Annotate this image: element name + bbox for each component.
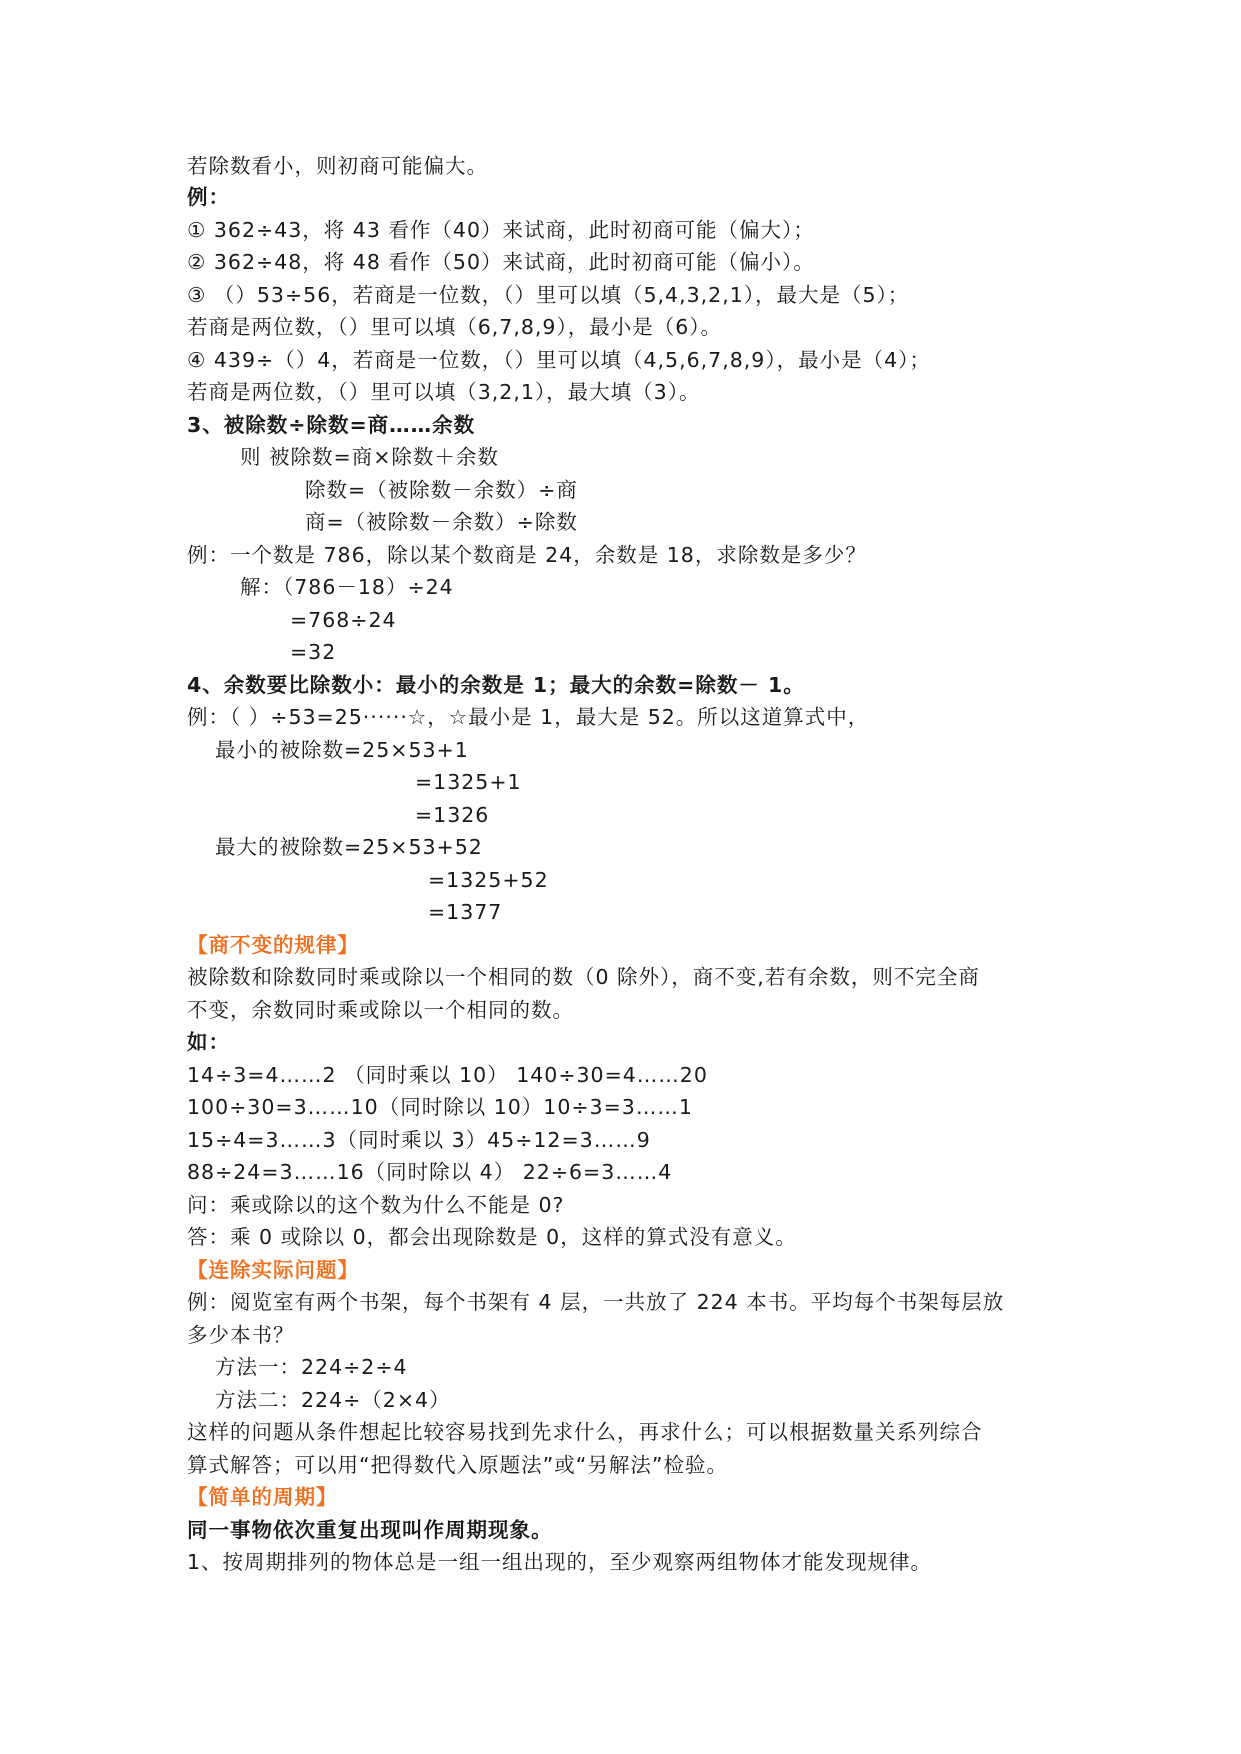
- solution-line: =768÷24: [290, 608, 397, 632]
- solution-line: =32: [290, 640, 337, 664]
- calc-line: =1325+52: [428, 868, 549, 892]
- calc-line: 最小的被除数=25×53+1: [215, 738, 469, 762]
- formula-line: 商=（被除数－余数）÷除数: [305, 510, 578, 534]
- calc-line: =1325+1: [415, 770, 522, 794]
- section-heading-4: 4、余数要比除数小：最小的余数是 1；最大的余数=除数－ 1。: [187, 673, 805, 697]
- text-line: 被除数和除数同时乘或除以一个相同的数（0 除外），商不变,若有余数，则不完全商: [187, 965, 980, 989]
- text-line: ② 362÷48，将 48 看作（50）来试商，此时初商可能（偏小）。: [187, 250, 815, 274]
- solution-line: 解：（786－18）÷24: [240, 575, 454, 599]
- text-line: 88÷24=3……16（同时除以 4） 22÷6=3……4: [187, 1160, 673, 1184]
- question-line: 问：乘或除以的这个数为什么不能是 0?: [187, 1193, 565, 1217]
- text-line: ④ 439÷（）4，若商是一位数，（）里可以填（4,5,6,7,8,9），最小是（4）；: [187, 348, 931, 372]
- calc-line: =1326: [415, 803, 490, 827]
- text-line: 若除数看小，则初商可能偏大。: [187, 154, 488, 178]
- calc-line: 最大的被除数=25×53+52: [215, 835, 483, 859]
- text-line: 若商是两位数，（）里可以填（6,7,8,9），最小是（6）。: [187, 315, 723, 339]
- text-line: 若商是两位数，（）里可以填（3,2,1），最大填（3）。: [187, 380, 701, 404]
- heading-continuous-division: 【连除实际问题】: [187, 1258, 359, 1282]
- example-label: 如：: [187, 1030, 230, 1054]
- example-label: 例：: [187, 185, 230, 209]
- section-heading-3: 3、被除数÷除数=商……余数: [187, 413, 476, 437]
- text-line: ③ （）53÷56，若商是一位数，（）里可以填（5,4,3,2,1），最大是（5）；: [187, 283, 910, 307]
- text-line: 100÷30=3……10（同时除以 10）10÷3=3……1: [187, 1095, 693, 1119]
- method-line: 方法一：224÷2÷4: [215, 1355, 408, 1379]
- text-line: 多少本书？: [187, 1323, 295, 1347]
- formula-line: 则 被除数=商×除数＋余数: [240, 445, 499, 469]
- text-line: 不变，余数同时乘或除以一个相同的数。: [187, 998, 574, 1022]
- text-line: 这样的问题从条件想起比较容易找到先求什么，再求什么；可以根据数量关系列综合: [187, 1420, 983, 1444]
- heading-quotient-rule: 【商不变的规律】: [187, 933, 359, 957]
- text-line: 15÷4=3……3（同时乘以 3）45÷12=3……9: [187, 1128, 651, 1152]
- example-line: 例：阅览室有两个书架，每个书架有 4 层，一共放了 224 本书。平均每个书架每层放: [187, 1290, 1005, 1314]
- method-line: 方法二：224÷（2×4）: [215, 1388, 451, 1412]
- example-line: 例：（ ）÷53=25······☆，☆最小是 1，最大是 52。所以这道算式中，: [187, 705, 870, 729]
- text-line: ① 362÷43，将 43 看作（40）来试商，此时初商可能（偏大）；: [187, 218, 815, 242]
- answer-line: 答：乘 0 或除以 0，都会出现除数是 0，这样的算式没有意义。: [187, 1225, 797, 1249]
- text-line: 算式解答；可以用“把得数代入原题法”或“另解法”检验。: [187, 1453, 728, 1477]
- definition-line: 同一事物依次重复出现叫作周期现象。: [187, 1518, 553, 1542]
- text-line: 1、按周期排列的物体总是一组一组出现的，至少观察两组物体才能发现规律。: [187, 1550, 933, 1574]
- heading-simple-period: 【简单的周期】: [187, 1485, 338, 1509]
- calc-line: =1377: [428, 900, 503, 924]
- formula-line: 除数=（被除数－余数）÷商: [305, 478, 578, 502]
- example-line: 例：一个数是 786，除以某个数商是 24，余数是 18，求除数是多少？: [187, 543, 867, 567]
- text-line: 14÷3=4……2 （同时乘以 10） 140÷30=4……20: [187, 1063, 708, 1087]
